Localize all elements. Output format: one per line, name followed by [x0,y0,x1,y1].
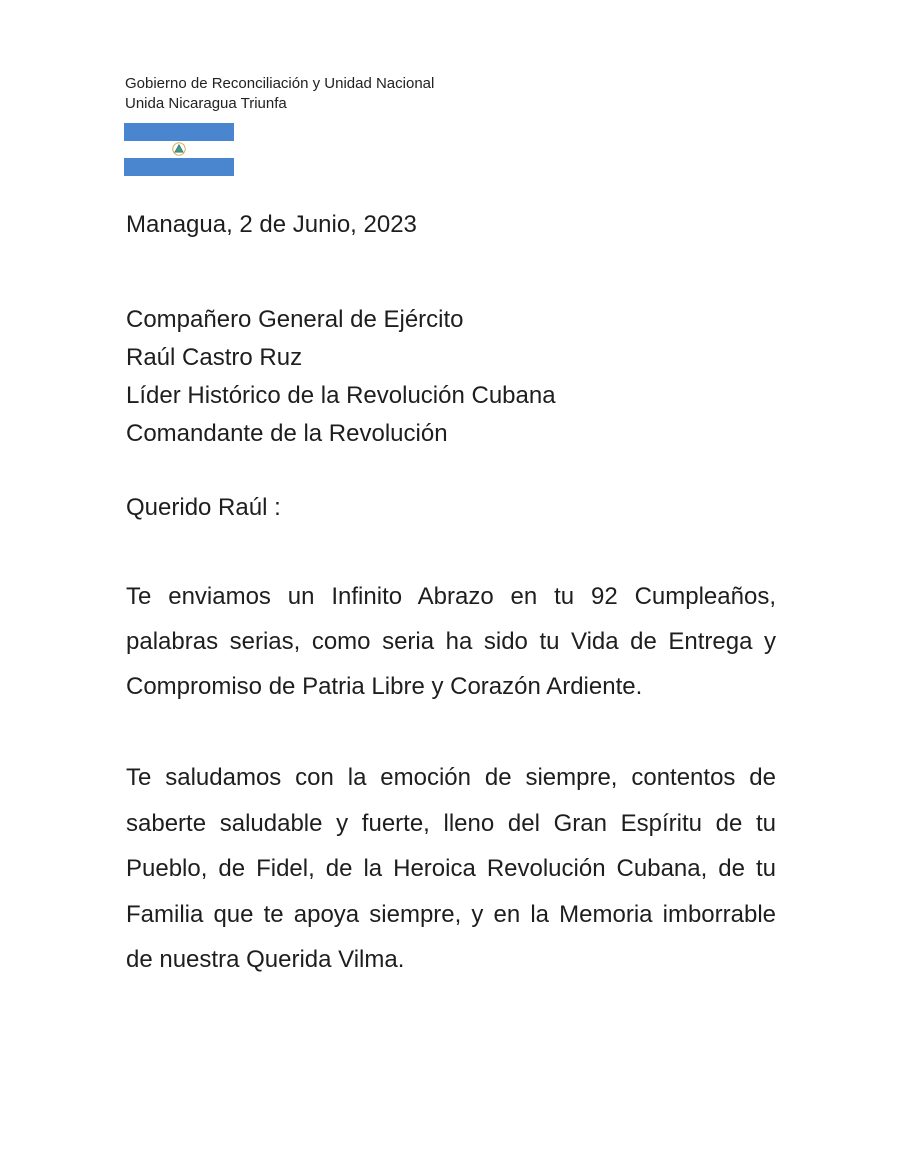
government-slogan: Unida Nicaragua Triunfa [125,95,287,112]
nicaragua-flag-icon [124,123,234,176]
salutation: Querido Raúl : [126,494,281,521]
recipient-line: Comandante de la Revolución [126,420,448,447]
body-paragraph: Te saludamos con la emoción de siempre, contentos de saberte saludable y fuerte, lleno del Gran Espíritu de tu Pueblo, de Fidel, de la Heroica Revolución Cubana, de tu Familia que te apoya siempre, y en la Memoria imborrable de nuestra Querida Vilma. [126,764,776,973]
recipient-line: Líder Histórico de la Revolución Cubana [126,382,556,409]
recipient-line: Raúl Castro Ruz [126,344,303,371]
recipient-block [126,301,556,453]
letter-date: Managua, 2 de Junio, 2023 [126,211,417,238]
recipient-line: Compañero General de Ejército [126,306,464,333]
coat-of-arms-icon [172,142,186,156]
government-header [125,74,434,114]
flag-center-stripe [124,141,234,159]
government-name: Gobierno de Reconciliación y Unidad Nacional [125,75,435,92]
flag-bottom-stripe [124,158,234,176]
body-paragraph: Te enviamos un Infinito Abrazo en tu 92 Cumpleaños, palabras serias, como seria ha sido tu Vida de Entrega y Compromiso de Patria Libre y Corazón Ardiente. [126,583,776,700]
flag-top-stripe [124,123,234,141]
